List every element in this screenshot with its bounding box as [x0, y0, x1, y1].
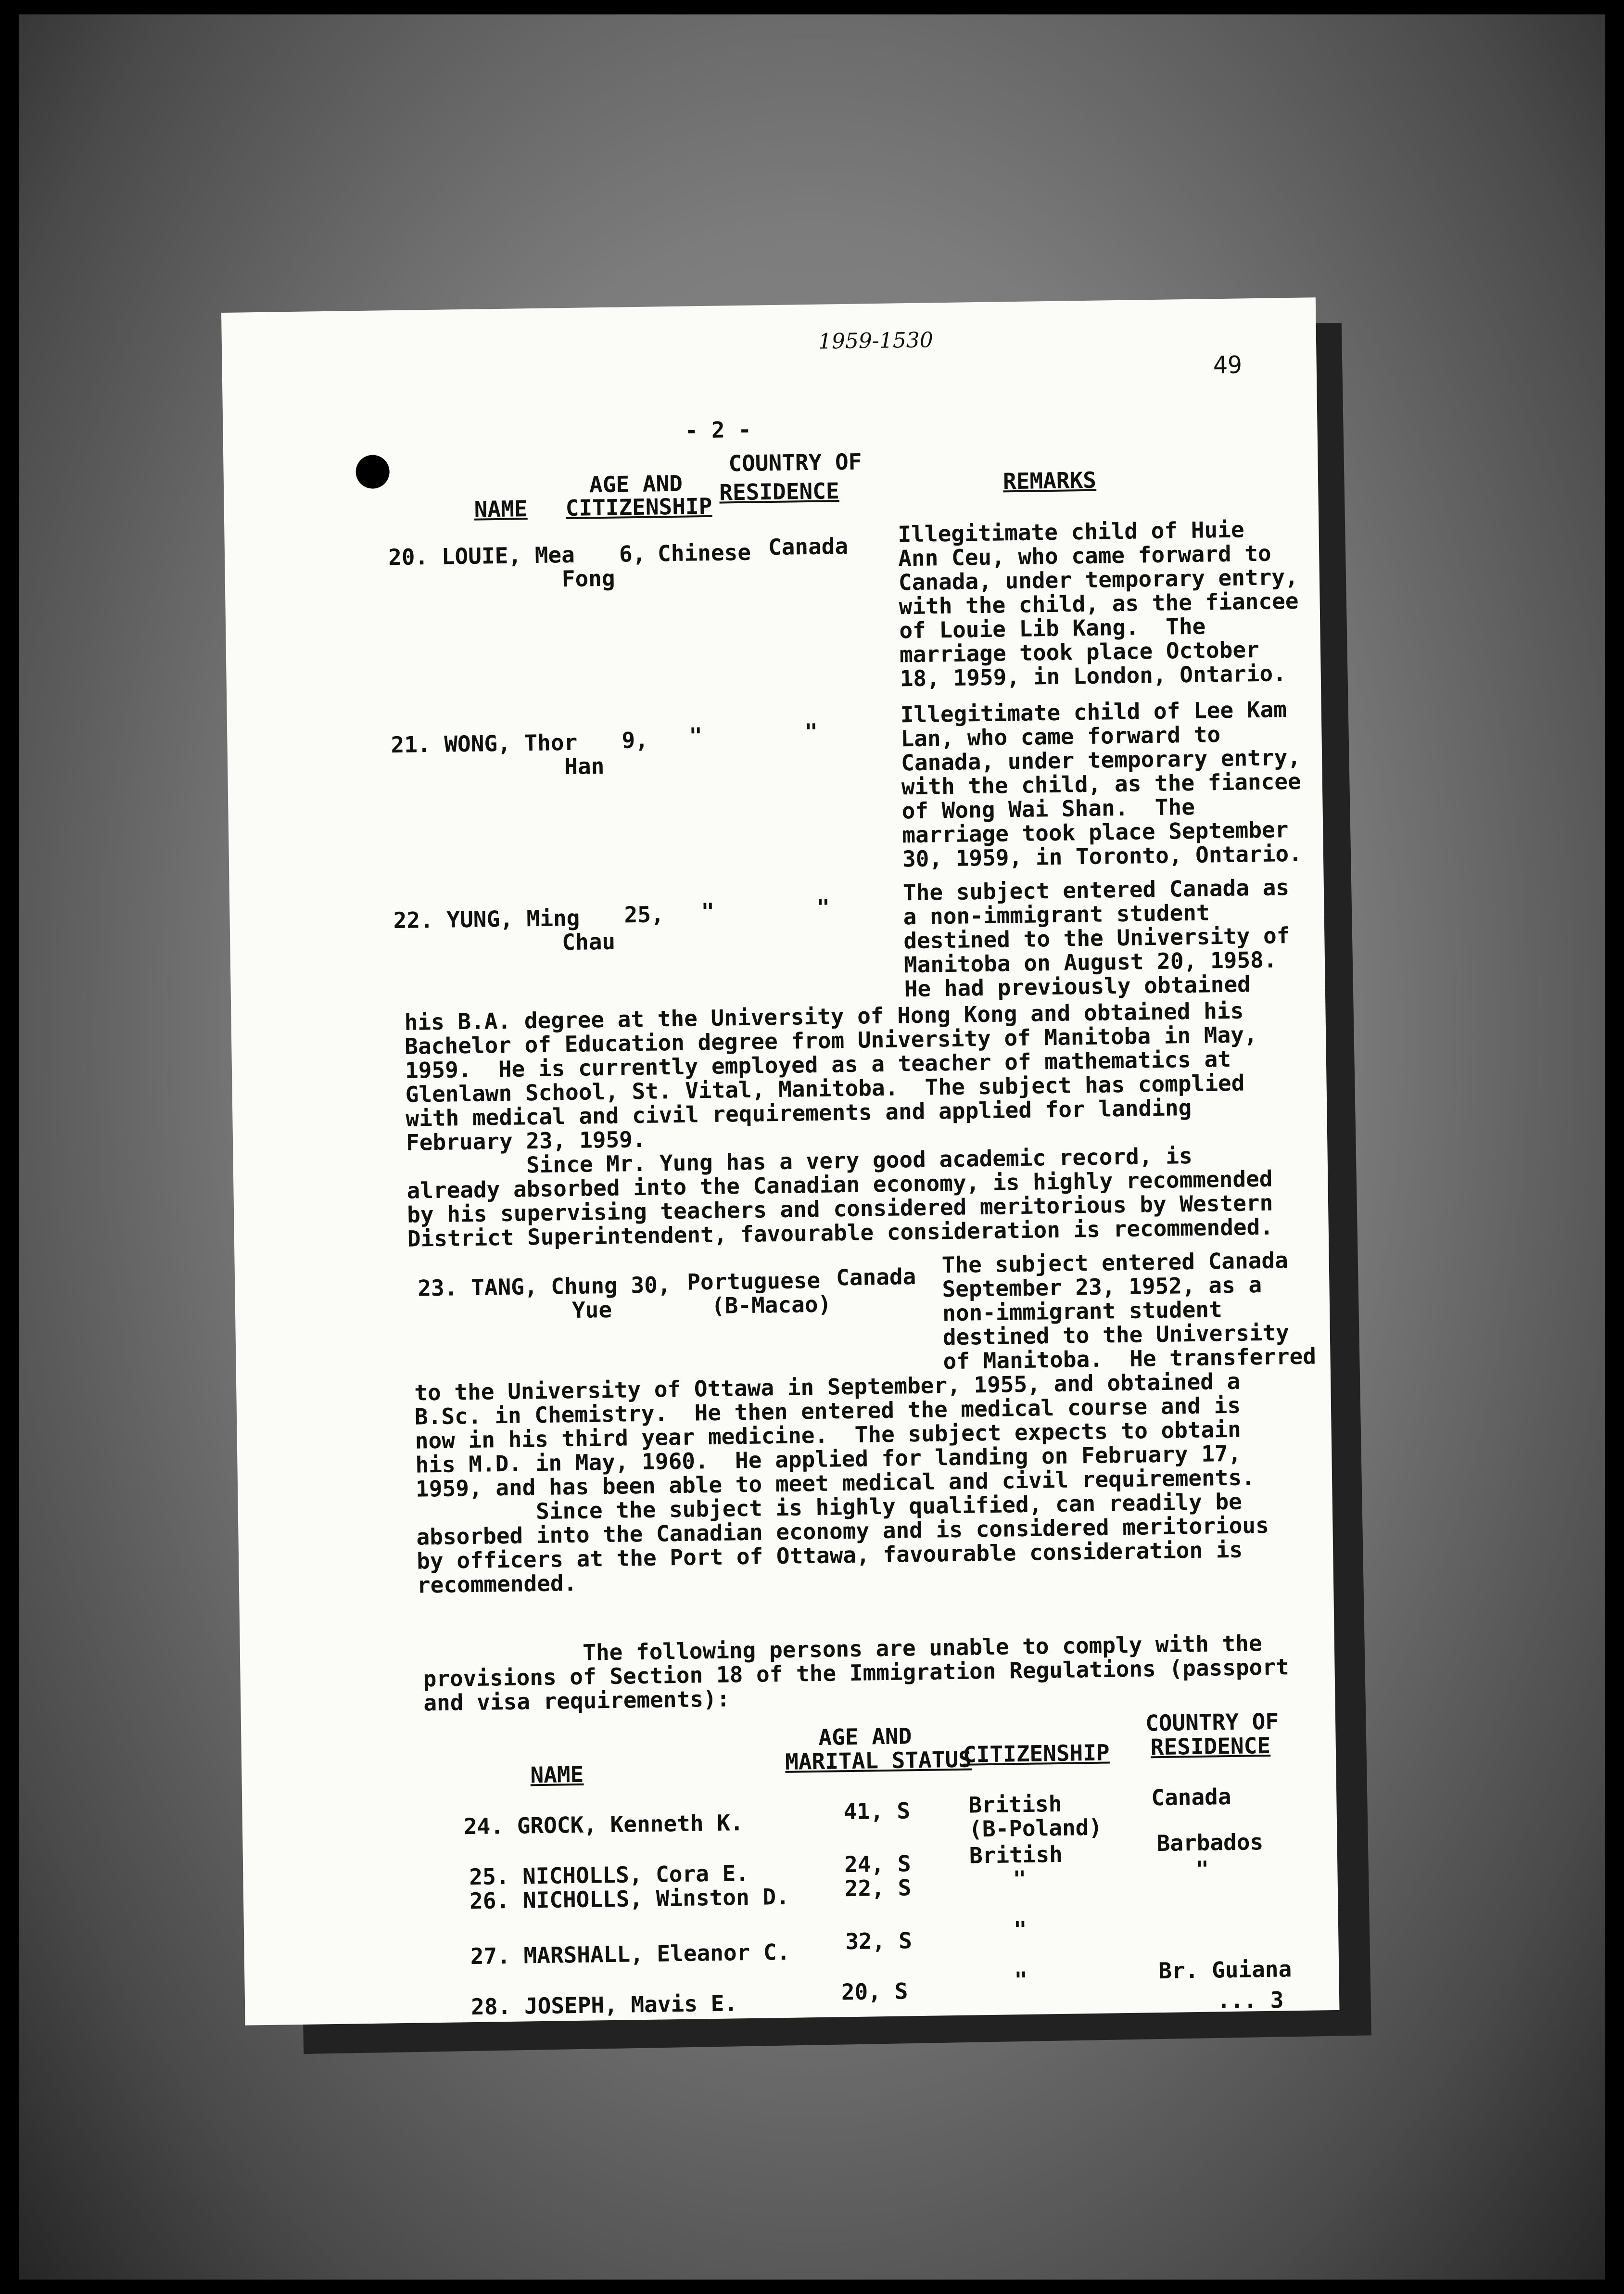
table-row-age: 22, S [844, 1874, 912, 1902]
entry-country: " [816, 894, 830, 920]
entry-name-cont: Han [564, 752, 605, 780]
table-row-country: Br. Guiana [1158, 1956, 1292, 1984]
table-row-name: 26. NICHOLLS, Winston D. [469, 1883, 790, 1914]
entry-citizenship-note: (B-Macao) [711, 1291, 832, 1319]
table-row-name: 28. JOSEPH, Mavis E. [470, 1990, 738, 2020]
header-remarks: REMARKS [1002, 467, 1097, 495]
table-row-age: 32, S [845, 1927, 913, 1955]
entry-citizenship: " [688, 723, 703, 749]
entry-remarks: The subject entered Canada September 23, 1952, as a non-immigrant student destined to the University of Manitoba. He transferred [941, 1247, 1317, 1375]
continued-marker: ... 3 [1217, 1987, 1284, 2013]
entry-continuation: his B.A. degree at the University of Hong Kong and obtained his Bachelor of Education degree from University of Manitoba in May, 1959. He is currently employed as a teacher of mathematics at Glenlawn School, St. Vital, Manitoba. The subject has complied with medical and civil requirements and applied for landing February 23, 1959. Since Mr. Yung has a very good academic record, is already absorbed into the Canadian economy, is highly recommended by his supervising teachers and considered meritorious by Western District Superintendent, favourable consideration is recommended. [404, 997, 1274, 1252]
header2-country-line1: COUNTRY OF [1145, 1708, 1279, 1736]
header2-name: NAME [530, 1761, 584, 1788]
film-border-right [1605, 0, 1624, 2294]
header-age-line1: AGE AND [589, 470, 683, 498]
entry-citizenship: " [701, 898, 715, 925]
table-row-age: 24, S [844, 1850, 912, 1878]
entry-name-cont: Fong [561, 565, 615, 592]
table-row-citizenship: " [1013, 1865, 1027, 1892]
table-row-name: 27. MARSHALL, Eleanor C. [470, 1938, 790, 1970]
entry-name-cont: Yue [571, 1296, 612, 1324]
entry-age: 9, [622, 726, 649, 753]
header2-citizenship: CITIZENSHIP [963, 1739, 1110, 1768]
entry-country: Canada [836, 1263, 916, 1291]
document-page [221, 297, 1339, 2025]
entry-remarks: Illegitimate child of Huie Ann Ceu, who came forward to Canada, under temporary entry, with the child, as the fiancee of Louie Lib Kang. The marriage took place October 18, 1959, in London, Ontario. [898, 516, 1299, 692]
table-row-country: " [1195, 1856, 1209, 1883]
entry-name: 20. LOUIE, Mea [388, 541, 575, 571]
entry-citizenship: Chinese [657, 539, 751, 567]
entry-age: 6, [619, 540, 646, 567]
page-label: - 2 - [685, 416, 752, 444]
table-row-name: 24. GROCK, Kenneth K. [463, 1810, 744, 1840]
page-number: 49 [1213, 351, 1243, 380]
file-number: 1959-1530 [818, 328, 934, 354]
header2-residence: RESIDENCE [1150, 1732, 1271, 1760]
table-row-citizenship-note: (B-Poland) [968, 1814, 1103, 1842]
entry-name: 21. WONG, Thor [391, 729, 578, 758]
table-row-name: 25. NICHOLLS, Cora E. [469, 1860, 749, 1890]
entry-remarks: Illegitimate child of Lee Kam Lan, who came forward to Canada, under temporary entry, with the child, as the fiancee of Wong Wai Shan. The marriage took place September 30, 1959, in Toronto, Ontario. [900, 696, 1303, 872]
header2-marital-status: MARITAL STATUS [785, 1746, 972, 1775]
table-row-age: 41, S [843, 1797, 911, 1825]
film-border-left [0, 0, 19, 2294]
entry-remarks: The subject entered Canada as a non-immigrant student destined to the University of Manitoba on August 20, 1958. He had previously obtained [902, 874, 1290, 1002]
header2-age-line1: AGE AND [818, 1723, 912, 1750]
entry-name-cont: Chau [561, 928, 616, 956]
header-country-line1: COUNTRY OF [728, 448, 862, 477]
film-border-bottom [0, 2280, 1624, 2294]
intro-paragraph: The following persons are unable to comply with the provisions of Section 18 of the Immigration Regulations (passport and visa requirements): [422, 1630, 1290, 1716]
entry-continuation: to the University of Ottawa in September, 1955, and obtained a B.Sc. in Chemistry. He then entered the medical course and is now in his third year medicine. The subject expects to obtain his M.D. in May, 1960. He applied for landing on February 17, 1959, and has been able to meet medical and civil requirements. Since the subject is highly qualified, can readily be absorbed into the Canadian economy and is considered meritorious by officers at the Port of Ottawa, favourable consideration is recommended. [414, 1368, 1269, 1598]
film-border-top [0, 0, 1624, 14]
table-row-citizenship: British [968, 1790, 1062, 1818]
entry-country: Canada [768, 533, 849, 561]
table-row-citizenship: British [969, 1841, 1063, 1869]
table-row-country: Barbados [1156, 1829, 1264, 1857]
header-name: NAME [474, 496, 528, 523]
table-row-country: Canada [1151, 1783, 1231, 1811]
entry-name: 22. YUNG, Ming [393, 905, 580, 934]
entry-age: 25, [624, 901, 665, 928]
header-citizenship: CITIZENSHIP [565, 493, 712, 522]
table-row-citizenship: " [1014, 1966, 1028, 1993]
entry-name: 23. TANG, Chung 30, [417, 1272, 671, 1301]
header-residence: RESIDENCE [719, 478, 839, 506]
entry-country: " [804, 718, 818, 745]
table-row-age: 20, S [841, 1978, 908, 2005]
table-row-citizenship: " [1013, 1916, 1028, 1943]
punch-hole [355, 455, 390, 489]
entry-citizenship: Portuguese [686, 1267, 821, 1295]
